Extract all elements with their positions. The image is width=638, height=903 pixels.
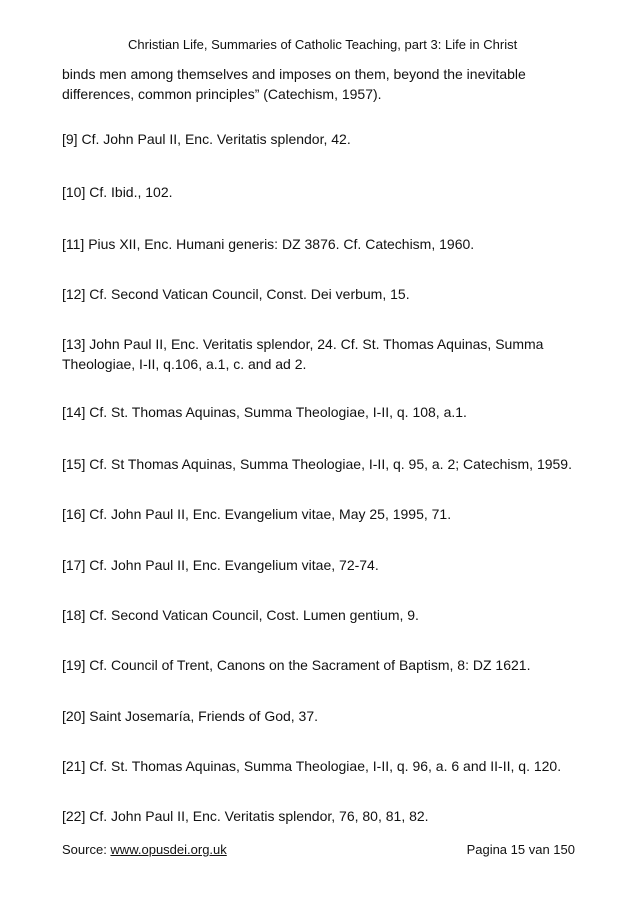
footnote-text: [22] Cf. John Paul II, Enc. Veritatis splendor, 76, 80, 81, 82. <box>62 808 429 824</box>
footnote-11 <box>62 234 582 254</box>
footnote-13 <box>62 334 582 374</box>
footnote-12 <box>62 284 582 304</box>
footnote-text: [16] Cf. John Paul II, Enc. Evangelium vitae, May 25, 1995, 71. <box>62 506 452 522</box>
footnote-22 <box>62 806 582 826</box>
footnote-text: [15] Cf. St Thomas Aquinas, Summa Theologiae, I-II, q. 95, a. 2; Catechism, 1959. <box>62 456 572 472</box>
footnote-text: [11] Pius XII, Enc. Humani generis: DZ 3876. Cf. Catechism, 1960. <box>62 236 475 252</box>
continuation-paragraph <box>62 64 582 104</box>
footer-source-label: Source: <box>62 842 111 857</box>
footnote-9 <box>62 129 582 149</box>
page-number: Pagina 15 van 150 <box>466 842 575 857</box>
footnote-text: [9] Cf. John Paul II, Enc. Veritatis splendor, 42. <box>62 131 351 147</box>
continuation-line-2: differences, common principles” (Catechism, 1957). <box>62 86 382 102</box>
page-footer <box>62 842 575 858</box>
footnote-text: [18] Cf. Second Vatican Council, Cost. Lumen gentium, 9. <box>62 607 419 623</box>
footnote-15 <box>62 454 582 474</box>
footnote-text: [21] Cf. St. Thomas Aquinas, Summa Theologiae, I-II, q. 96, a. 6 and II-II, q. 120. <box>62 758 562 774</box>
running-header: Christian Life, Summaries of Catholic Teaching, part 3: Life in Christ <box>128 37 518 52</box>
footnote-text: [10] Cf. Ibid., 102. <box>62 184 173 200</box>
footnote-text: [12] Cf. Second Vatican Council, Const. Dei verbum, 15. <box>62 286 410 302</box>
footnote-text: [19] Cf. Council of Trent, Canons on the Sacrament of Baptism, 8: DZ 1621. <box>62 657 531 673</box>
footer-source <box>62 842 227 858</box>
footnote-text: [14] Cf. St. Thomas Aquinas, Summa Theologiae, I-II, q. 108, a.1. <box>62 404 467 420</box>
footnote-20 <box>62 706 582 726</box>
continuation-line-1: binds men among themselves and imposes on them, beyond the inevitable <box>62 66 526 82</box>
footnote-21 <box>62 756 582 776</box>
footnote-text: [20] Saint Josemaría, Friends of God, 37. <box>62 708 319 724</box>
footnote-10 <box>62 182 582 202</box>
footnote-18 <box>62 605 582 625</box>
footnote-text: [13] John Paul II, Enc. Veritatis splendor, 24. Cf. St. Thomas Aquinas, Summa <box>62 336 544 352</box>
footnote-19 <box>62 655 582 675</box>
footnote-17 <box>62 555 582 575</box>
footnote-16 <box>62 504 582 524</box>
footnote-14 <box>62 402 582 422</box>
footnote-text-continued: Theologiae, I-II, q.106, a.1, c. and ad 2. <box>62 356 307 372</box>
source-link[interactable]: www.opusdei.org.uk <box>110 842 227 857</box>
footnote-text: [17] Cf. John Paul II, Enc. Evangelium vitae, 72-74. <box>62 557 379 573</box>
